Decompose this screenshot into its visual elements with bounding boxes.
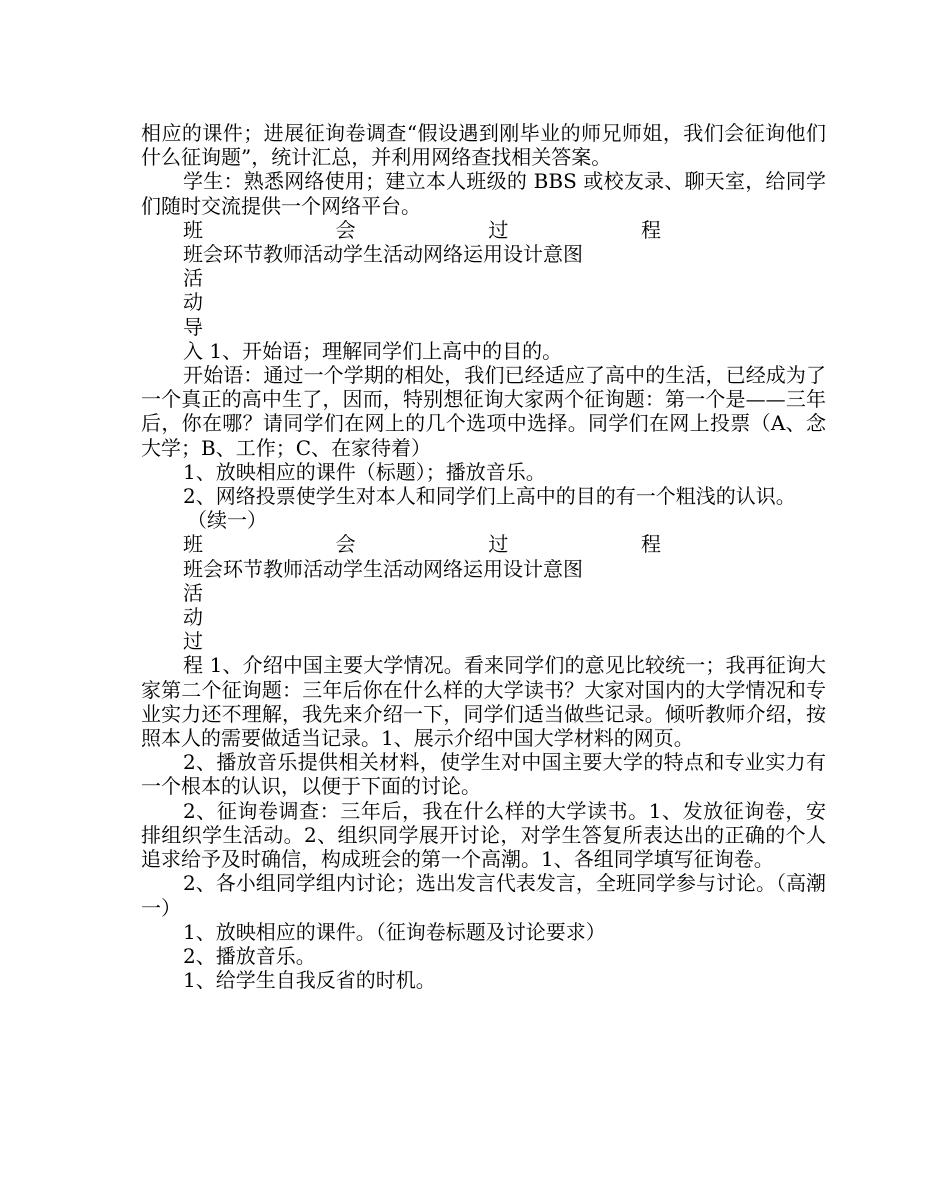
paragraph: 过 <box>183 629 203 654</box>
paragraph: 2、各小组同学组内讨论；选出发言代表发言，全班同学参与讨论。（高潮一） <box>141 871 826 920</box>
paragraph: 班会环节教师活动学生活动网络运用设计意图 <box>183 242 583 267</box>
paragraph: 1、放映相应的课件（标题）；播放音乐。 <box>183 459 546 484</box>
paragraph: 活 <box>183 580 203 605</box>
paragraph: 入 1、开始语；理解同学们上高中的目的。 <box>183 338 563 363</box>
spread-heading-char: 程 <box>640 217 661 242</box>
paragraph: 开始语：通过一个学期的相处，我们已经适应了高中的生活，已经成为了一个真正的高中生了，因而，特别想征询大家两个征询题：第一个是——三年后，你在哪？请同学们在网上的几个选项中选择。同学们在网上投票（A、念大学；B、工作；C、在家待着） <box>141 363 826 460</box>
paragraph: 动 <box>183 605 203 630</box>
paragraph: 2、播放音乐。 <box>183 943 316 968</box>
spread-heading <box>141 532 661 556</box>
paragraph: 2、播放音乐提供相关材料，使学生对中国主要大学的特点和专业实力有一个根本的认识，以便于下面的讨论。 <box>141 750 826 799</box>
spread-heading-char: 过 <box>488 217 509 242</box>
paragraph: 1、给学生自我反省的时机。 <box>183 968 436 993</box>
paragraph: 导 <box>183 314 203 339</box>
paragraph: 学生：熟悉网络使用；建立本人班级的 BBS 或校友录、聊天室，给同学们随时交流提供一个网络平台。 <box>141 169 826 218</box>
paragraph: 2、征询卷调查：三年后，我在什么样的大学读书。1、发放征询卷，安排组织学生活动。2、组织同学展开讨论，对学生答复所表达出的正确的个人追求给予及时确信，构成班会的第一个高潮。1、各组同学填写征询卷。 <box>141 798 826 872</box>
document-body <box>141 121 826 992</box>
paragraph: 班会环节教师活动学生活动网络运用设计意图 <box>183 556 583 581</box>
paragraph: 2、网络投票使学生对本人和同学们上高中的目的有一个粗浅的认识。 <box>183 484 796 509</box>
paragraph: 相应的课件；进展征询卷调查“假设遇到刚毕业的师兄师姐，我们会征询他们什么征询题”，统计汇总，并利用网络查找相关答案。 <box>141 121 826 170</box>
spread-heading-char: 班 <box>183 532 203 557</box>
spread-heading <box>141 218 661 242</box>
spread-heading-char: 过 <box>488 532 509 557</box>
paragraph: 1、放映相应的课件。（征询卷标题及讨论要求） <box>183 919 606 944</box>
paragraph: 程 1、介绍中国主要大学情况。看来同学们的意见比较统一；我再征询大家第二个征询题：三年后你在什么样的大学读书？大家对国内的大学情况和专业实力还不理解，我先来介绍一下，同学们适当做些记录。倾听教师介绍，按照本人的需要做适当记录。1、展示介绍中国大学材料的网页。 <box>141 653 826 751</box>
paragraph: 活 <box>183 266 203 291</box>
spread-heading-char: 会 <box>335 532 356 557</box>
spread-heading-char: 会 <box>335 217 356 242</box>
spread-heading-char: 程 <box>640 532 661 557</box>
spread-heading-char: 班 <box>183 217 203 242</box>
paragraph: 动 <box>183 290 203 315</box>
paragraph: （续一） <box>187 508 267 533</box>
